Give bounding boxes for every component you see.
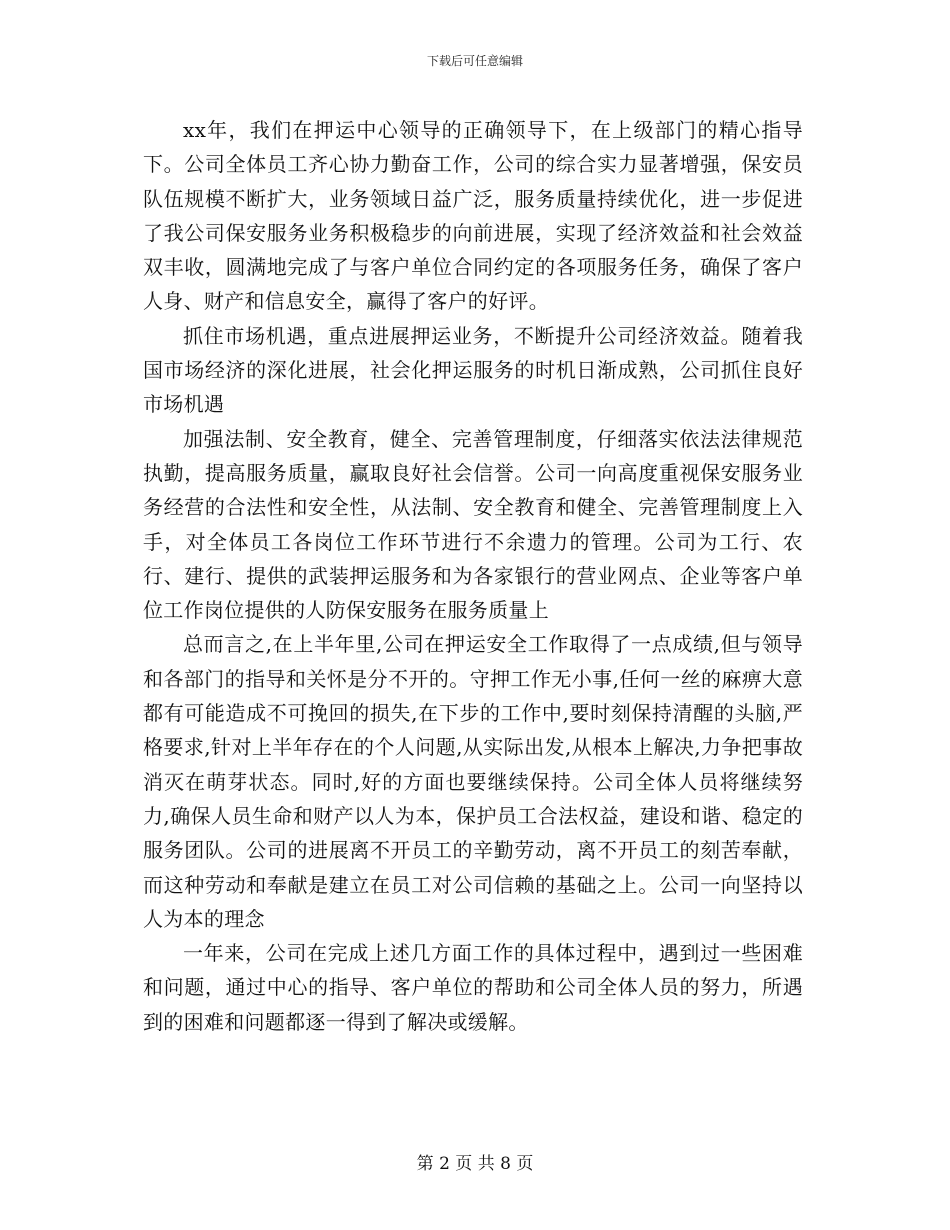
paragraph-5: 一年来，公司在完成上述几方面工作的具体过程中，遇到过一些困难和问题，通过中心的指导、客户单位的帮助和公司全体人员的努力，所遇到的困难和问题都逐一得到了解决或缓解。 — [143, 941, 803, 1034]
page-number-footer: 第 2 页 共 8 页 — [416, 1154, 534, 1174]
paragraph-4: 总而言之,在上半年里,公司在押运安全工作取得了一点成绩,但与领导和各部门的指导和关怀是分不开的。守押工作无小事,任何一丝的麻痹大意都有可能造成不可挽回的损失,在下步的工作中,要时刻保持清醒的头脑,严格要求,针对上半年存在的个人问题,从实际出发,从根本上解决,力争把事故消灭在萌芽状态。同时,好的方面也要继续保持。公司全体人员将继续努力,确保人员生命和财产以人为本，保护员工合法权益，建设和谐、稳定的服务团队。公司的进展离不开员工的辛勤劳动，离不开员工的刻苦奉献，而这种劳动和奉献是建立在员工对公司信赖的基础之上。公司一向坚持以人为本的理念 — [143, 632, 803, 931]
paragraph-1: xx年，我们在押运中心领导的正确领导下，在上级部门的精心指导下。公司全体员工齐心协力勤奋工作，公司的综合实力显著增强，保安员队伍规模不断扩大，业务领域日益广泛，服务质量持续优化，进一步促进了我公司保安服务业务积极稳步的向前进展，实现了经济效益和社会效益双丰收，圆满地完成了与客户单位合同约定的各项服务任务，确保了客户人身、财产和信息安全，赢得了客户的好评。 — [143, 118, 803, 314]
paragraph-3: 加强法制、安全教育，健全、完善管理制度，仔细落实依法法律规范执勤，提高服务质量，赢取良好社会信誉。公司一向高度重视保安服务业务经营的合法性和安全性，从法制、安全教育和健全、完善管理制度上入手，对全体员工各岗位工作环节进行不余遗力的管理。公司为工行、农行、建行、提供的武装押运服务和为各家银行的营业网点、企业等客户单位工作岗位提供的人防保安服务在服务质量上 — [143, 426, 803, 623]
document-body — [143, 113, 803, 1039]
paragraph-2: 抓住市场机遇，重点进展押运业务，不断提升公司经济效益。随着我国市场经济的深化进展，社会化押运服务的时机日渐成熟，公司抓住良好市场机遇 — [143, 323, 803, 417]
page-header: 下载后可任意编辑 — [426, 54, 523, 68]
